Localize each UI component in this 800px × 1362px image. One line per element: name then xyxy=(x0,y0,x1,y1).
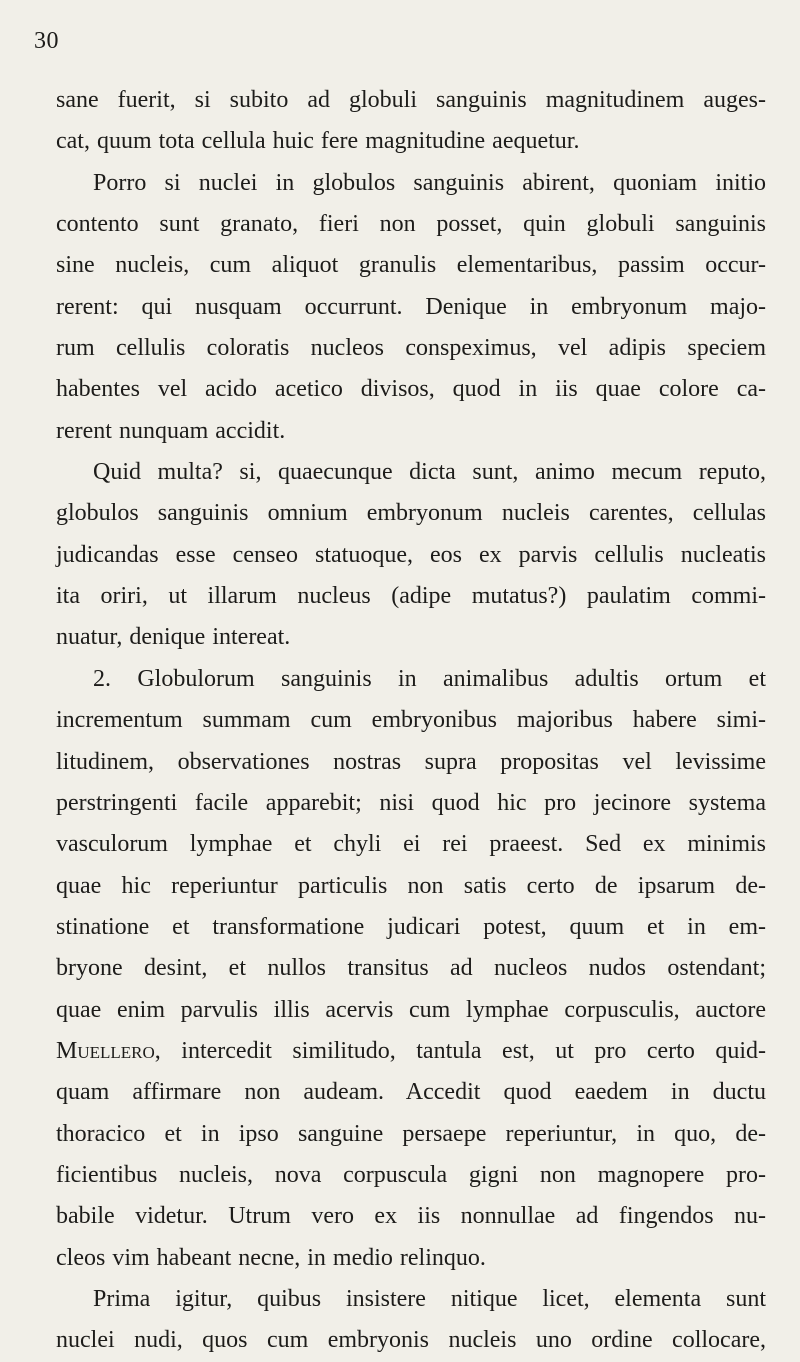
text-line: habentes vel acido acetico divisos, quod in iis quae colore ca- xyxy=(56,376,766,403)
text-line: judicandas esse censeo statuoque, eos ex parvis cellulis nucleatis xyxy=(56,541,766,568)
line-continuation: , intercedit similitudo, tantula est, ut pro certo quid- xyxy=(154,1037,766,1064)
text-line: incrementum summam cum embryonibus majoribus habere simi- xyxy=(56,707,766,734)
text-line: quam affirmare non audeam. Accedit quod eaedem in ductu xyxy=(56,1079,766,1106)
paragraph-start-line: Prima igitur, quibus insistere nitique licet, elementa sunt xyxy=(93,1285,766,1312)
text-line: rerent nunquam accidit. xyxy=(56,417,286,444)
paragraph-start-line: Porro si nuclei in globulos sanguinis abirent, quoniam initio xyxy=(93,169,766,196)
paragraph-start-line: Quid multa? si, quaecunque dicta sunt, animo mecum reputo, xyxy=(93,459,766,486)
text-line: ficientibus nucleis, nova corpuscula gigni non magnopere pro- xyxy=(56,1161,766,1188)
text-line: babile videtur. Utrum vero ex iis nonnullae ad fingendos nu- xyxy=(56,1203,766,1230)
text-line: perstringenti facile apparebit; nisi quod hic pro jecinore systema xyxy=(56,789,766,816)
paragraph-start-line: 2. Globulorum sanguinis in animalibus adultis ortum et xyxy=(93,665,766,692)
text-line: cleos vim habeant necne, in medio relinquo. xyxy=(56,1244,486,1271)
text-line: contento sunt granato, fieri non posset, quin globuli sanguinis xyxy=(56,211,766,238)
text-line: sine nucleis, cum aliquot granulis elementaribus, passim occur- xyxy=(56,252,766,279)
text-line: stinatione et transformatione judicari potest, quum et in em- xyxy=(56,913,766,940)
text-line: ita oriri, ut illarum nucleus (adipe mutatus?) paulatim commi- xyxy=(56,583,766,610)
text-line: nuclei nudi, quos cum embryonis nucleis uno ordine collocare, xyxy=(56,1327,766,1354)
text-line: quae enim parvulis illis acervis cum lymphae corpusculis, auctore xyxy=(56,996,766,1023)
text-line: thoracico et in ipso sanguine persaepe reperiuntur, in quo, de- xyxy=(56,1120,766,1147)
text-line: sane fuerit, si subito ad globuli sanguinis magnitudinem auges- xyxy=(56,87,766,113)
body-text xyxy=(56,80,766,1362)
text-line-with-author-name xyxy=(56,1031,766,1072)
page-number: 30 xyxy=(34,28,59,54)
text-line: vasculorum lymphae et chyli ei rei praeest. Sed ex minimis xyxy=(56,831,766,858)
text-line: bryone desint, et nullos transitus ad nucleos nudos ostendant; xyxy=(56,955,766,982)
text-line: rerent: qui nusquam occurrunt. Denique in embryonum majo- xyxy=(56,293,766,320)
text-line: quae hic reperiuntur particulis non satis certo de ipsarum de- xyxy=(56,872,766,899)
text-line: rum cellulis coloratis nucleos conspeximus, vel adipis speciem xyxy=(56,335,766,362)
text-line: litudinem, observationes nostras supra propositas vel levissime xyxy=(56,748,766,775)
author-name: Muellero xyxy=(56,1037,155,1064)
text-line: globulos sanguinis omnium embryonum nucleis carentes, cellulas xyxy=(56,500,766,527)
text-line: cat, quum tota cellula huic fere magnitudine aequetur. xyxy=(56,128,580,155)
text-line: nuatur, denique intereat. xyxy=(56,624,291,651)
